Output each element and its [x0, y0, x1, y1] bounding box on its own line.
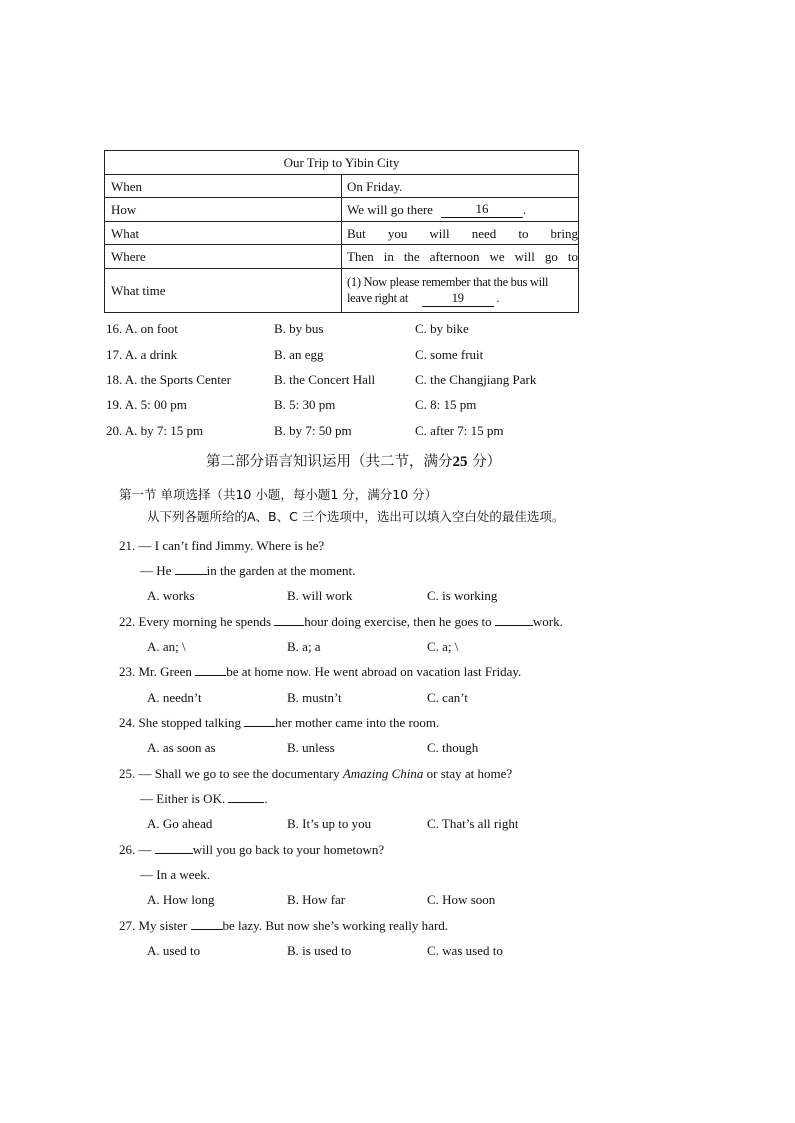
- option-a: A. Go ahead: [147, 816, 213, 831]
- blank: [274, 615, 304, 626]
- option-a: 20. A. by 7: 15 pm: [106, 423, 204, 438]
- option-a: 18. A. the Sports Center: [106, 372, 231, 387]
- table-row: [105, 197, 578, 222]
- table-title-row: [105, 151, 578, 174]
- row-label: How: [111, 202, 137, 217]
- q-text: will you go back to your hometown?: [192, 842, 385, 857]
- question-25-answer-line: [140, 792, 268, 805]
- option-a: 19. A. 5: 00 pm: [106, 397, 187, 412]
- word: will: [514, 249, 535, 264]
- row-value: [347, 245, 578, 269]
- word: Then: [347, 249, 374, 264]
- word: you: [387, 225, 408, 241]
- answer-blank-19: 19: [422, 292, 494, 307]
- question-23: [119, 665, 521, 678]
- option-b: B. How far: [287, 892, 346, 907]
- option-c: C. the Changjiang Park: [415, 372, 537, 387]
- part-two-score: 25: [452, 454, 468, 470]
- part-two-title-end: 分）: [467, 454, 502, 470]
- option-b: B. the Concert Hall: [274, 372, 376, 387]
- q-text: be lazy. But now she’s working really hard.: [222, 918, 449, 933]
- question-21-answer-line: [140, 564, 355, 577]
- option-b: B. 5: 30 pm: [274, 397, 336, 412]
- word: to: [518, 225, 529, 241]
- option-a: A. used to: [147, 943, 201, 958]
- option-b: B. is used to: [287, 943, 352, 958]
- option-c: C. after 7: 15 pm: [415, 423, 504, 438]
- q-text: or stay at home?: [423, 766, 513, 781]
- table-row: [105, 268, 578, 312]
- option-c: C. That’s all right: [427, 816, 519, 831]
- option-b: B. a; a: [287, 639, 321, 654]
- q-text: in the garden at the moment.: [206, 563, 356, 578]
- q-text: — He: [140, 563, 175, 578]
- blank: [495, 615, 533, 626]
- word: go: [544, 249, 558, 264]
- word: will: [429, 225, 450, 241]
- row-value: [347, 222, 578, 245]
- q-text: be at home now. He went abroad on vacation last Friday.: [226, 664, 522, 679]
- blank: [175, 564, 207, 575]
- option-b: B. will work: [287, 588, 353, 603]
- row-value: [347, 198, 578, 222]
- option-c: C. can’t: [427, 690, 468, 705]
- blank: [155, 843, 193, 854]
- justified-text: [347, 226, 578, 242]
- q-text: 26. —: [119, 842, 155, 857]
- option-a: 17. A. a drink: [106, 347, 178, 362]
- q-text: 22. Every morning he spends: [119, 614, 275, 629]
- row-label: What: [111, 225, 140, 241]
- row-text: leave right at: [347, 291, 409, 306]
- word: afternoon: [429, 249, 480, 264]
- word: we: [489, 249, 505, 264]
- option-b: B. unless: [287, 740, 335, 755]
- q-text: — Either is OK.: [140, 791, 229, 806]
- word: in: [383, 249, 394, 264]
- word: to: [567, 249, 578, 264]
- part-two-title-text: 第二部分语言知识运用（共二节，满分: [206, 454, 453, 470]
- table-row: [105, 221, 578, 245]
- part-two-title: [206, 455, 501, 470]
- answer-blank-16: 16: [441, 202, 523, 217]
- blank: [191, 919, 223, 930]
- option-c: C. a; \: [427, 639, 459, 654]
- q-text: her mother came into the room.: [275, 715, 440, 730]
- row-text-end: .: [522, 202, 527, 217]
- option-b: B. an egg: [274, 347, 324, 362]
- justified-text: [347, 249, 578, 265]
- question-21: 21. — I can’t find Jimmy. Where is he?: [119, 538, 325, 553]
- question-22: [119, 615, 563, 628]
- q-text: 23. Mr. Green: [119, 664, 196, 679]
- word: bring: [550, 225, 578, 241]
- word: the: [403, 249, 420, 264]
- table-title: Our Trip to Yibin City: [283, 154, 400, 170]
- row-label: What time: [111, 282, 166, 298]
- question-25: [119, 767, 512, 780]
- q-text: 24. She stopped talking: [119, 715, 245, 730]
- section-heading: 第一节 单项选择（共10 小题，每小题1 分，满分10 分）: [119, 487, 438, 502]
- question-26: [119, 843, 384, 856]
- option-b: B. by bus: [274, 321, 324, 336]
- row-label: When: [111, 178, 143, 194]
- q-text: hour doing exercise, then he goes to: [304, 614, 495, 629]
- blank: [228, 792, 264, 803]
- q-text: 27. My sister: [119, 918, 191, 933]
- question-24: [119, 716, 439, 729]
- option-c: C. though: [427, 740, 479, 755]
- row-value: [347, 269, 578, 312]
- option-a: A. works: [147, 588, 195, 603]
- row-text: We will go there: [347, 202, 433, 217]
- option-c: C. by bike: [415, 321, 469, 336]
- option-a: 16. A. on foot: [106, 321, 178, 336]
- word: need: [471, 225, 497, 241]
- table-row: [105, 174, 578, 198]
- row-value: On Friday.: [347, 178, 403, 194]
- q-title-italic: Amazing China: [342, 766, 424, 781]
- row-label: Where: [111, 249, 146, 264]
- option-a: A. How long: [147, 892, 215, 907]
- option-b: B. by 7: 50 pm: [274, 423, 352, 438]
- blank: [244, 716, 275, 727]
- q-text: work.: [532, 614, 563, 629]
- option-c: C. is working: [427, 588, 498, 603]
- row-text-end: .: [496, 291, 500, 306]
- table-row: [105, 244, 578, 269]
- row-line-1: (1) Now please remember that the bus will: [347, 275, 549, 290]
- row-line-2: [347, 290, 499, 307]
- option-a: A. an; \: [147, 639, 186, 654]
- question-26-answer-line: — In a week.: [140, 867, 211, 882]
- option-b: B. It’s up to you: [287, 816, 372, 831]
- trip-table: [104, 150, 579, 313]
- q-text: 25. — Shall we go to see the documentary: [119, 766, 343, 781]
- option-c: C. How soon: [427, 892, 496, 907]
- q-text: .: [264, 791, 268, 806]
- option-c: C. 8: 15 pm: [415, 397, 477, 412]
- option-c: C. was used to: [427, 943, 503, 958]
- word: But: [347, 225, 366, 241]
- option-a: A. as soon as: [147, 740, 216, 755]
- option-a: A. needn’t: [147, 690, 202, 705]
- blank: [195, 665, 226, 676]
- option-b: B. mustn’t: [287, 690, 342, 705]
- section-instruction: 从下列各题所给的A、B、C 三个选项中，选出可以填入空白处的最佳选项。: [147, 509, 565, 524]
- option-c: C. some fruit: [415, 347, 484, 362]
- question-27: [119, 919, 448, 932]
